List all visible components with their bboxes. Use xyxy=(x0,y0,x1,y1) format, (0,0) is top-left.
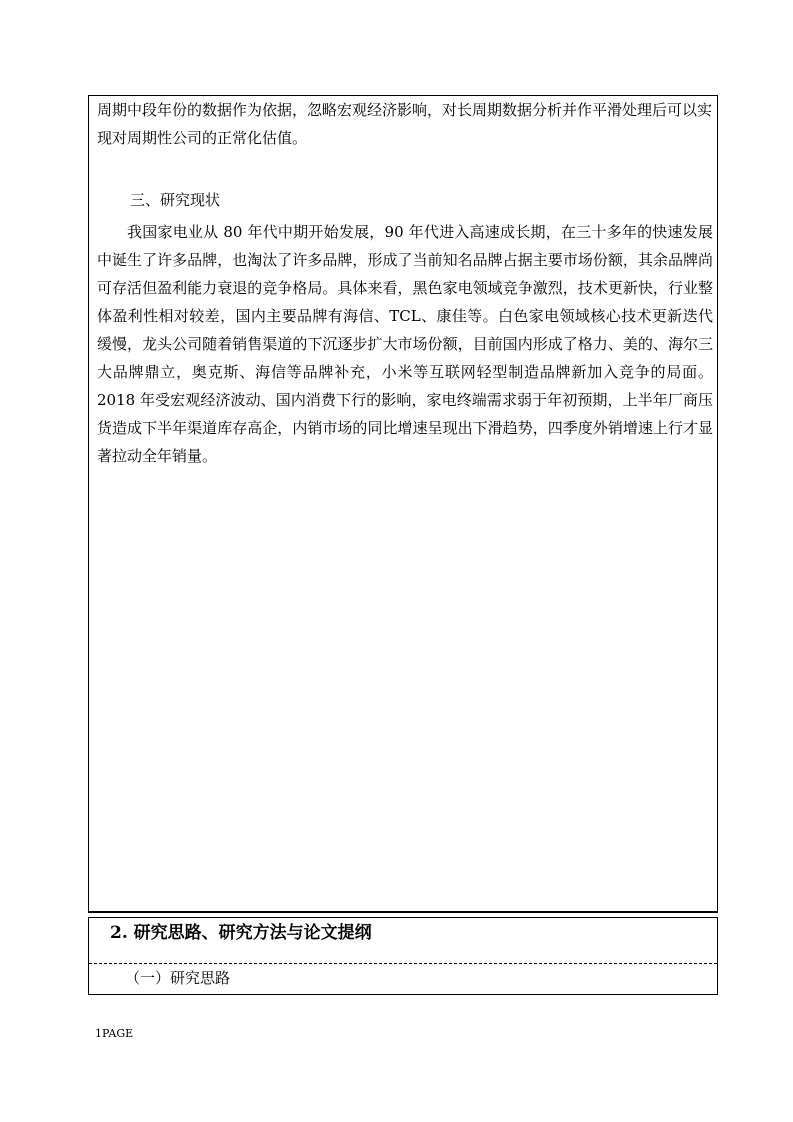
intro-paragraph: 周期中段年份的数据作为依据，忽略宏观经济影响，对长周期数据分析并作平滑处理后可以实现对周期性公司的正常化估值。 xyxy=(97,101,713,147)
section2-title: 2. 研究思路、研究方法与论文提纲 xyxy=(110,923,372,943)
body-paragraph: 我国家电业从 80 年代中期开始发展，90 年代进入高速成长期，在三十多年的快速发展中诞生了许多品牌，也淘汰了许多品牌，形成了当前知名品牌占据主要市场份额，其余品牌尚可存活但盈利能力衰退的竞争格局。具体来看，黑色家电领域竞争激烈，技术更新快，行业整体盈利性相对较差，国内主要品牌有海信、TCL、康佳等。白色家电领域核心技术更新迭代缓慢，龙头公司随着销售渠道的下沉逐步扩大市场份额，目前国内形成了格力、美的、海尔三大品牌鼎立，奥克斯、海信等品牌补充，小米等互联网轻型制造品牌新加入竞争的局面。2018 年受宏观经济波动、国内消费下行的影响，家电终端需求弱于年初预期，上半年厂商压货造成下半年渠道库存高企，内销市场的同比增速呈现出下滑趋势，四季度外销增速上行才显著拉动全年销量。 xyxy=(97,223,713,465)
section2-subtitle: （一）研究思路 xyxy=(125,969,231,987)
section-heading: 三、研究现状 xyxy=(130,191,221,209)
page-footer: 1PAGE xyxy=(95,1027,134,1040)
